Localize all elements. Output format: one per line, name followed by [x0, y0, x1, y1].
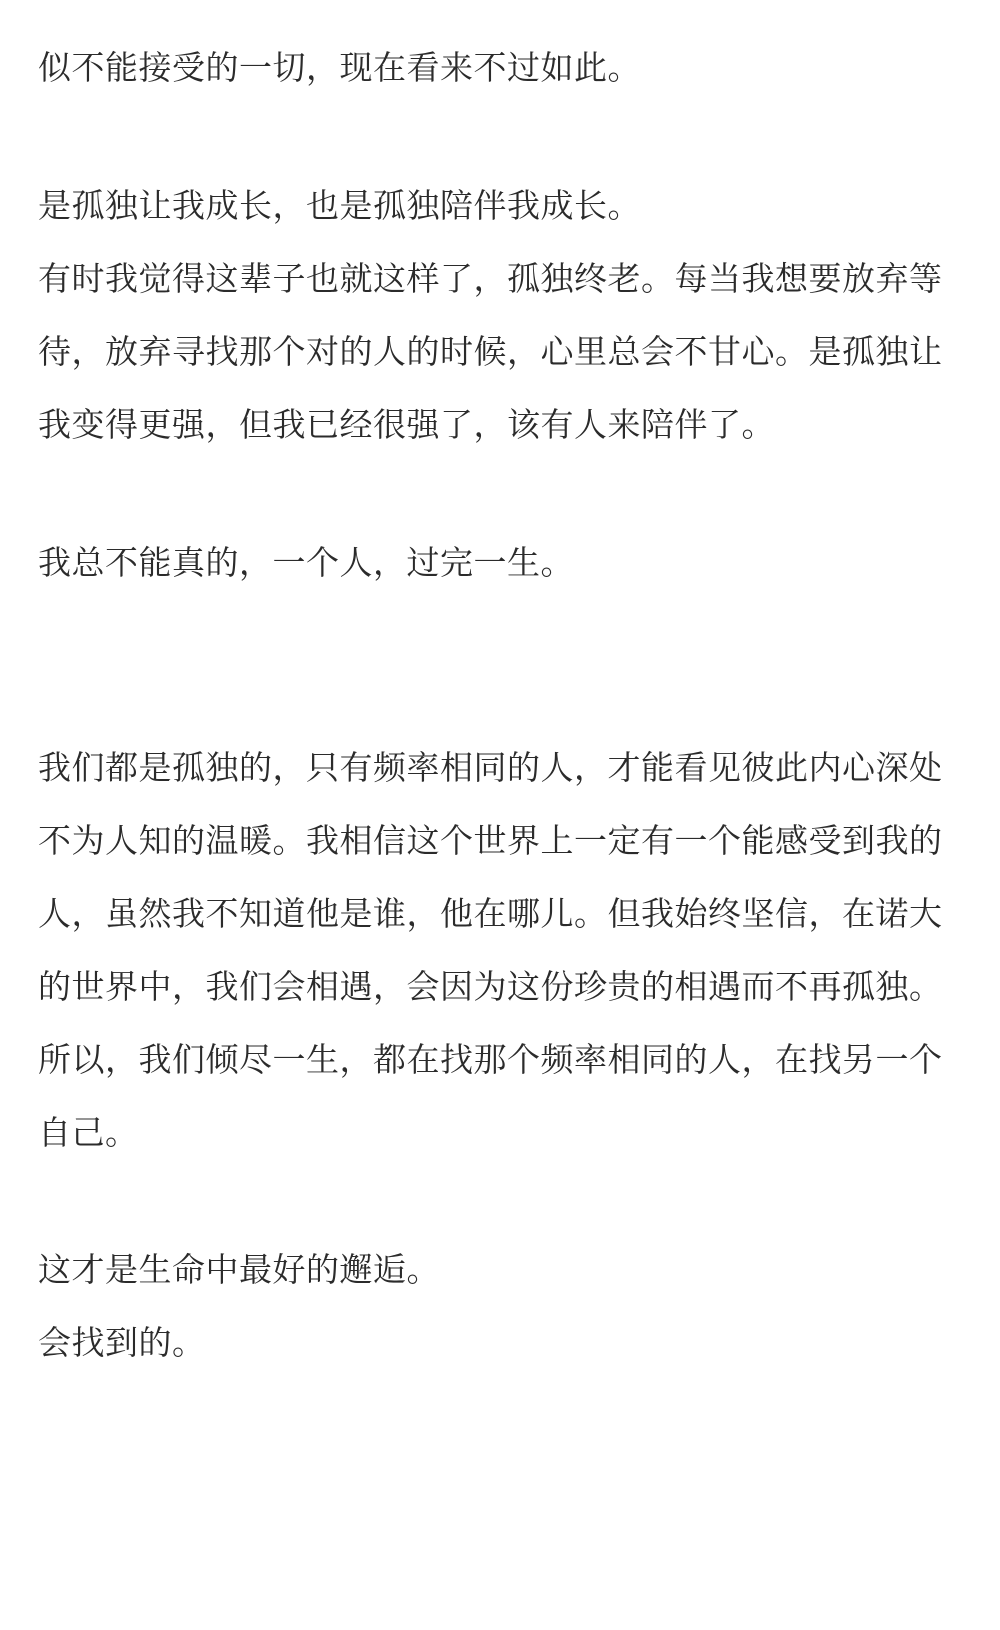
paragraph-5-line-5: 所以，我们倾尽一生，都在找那个频率相同的人，在找另一个	[38, 1040, 943, 1079]
paragraph-5-line-3: 人，虽然我不知道他是谁，他在哪儿。但我始终坚信，在诺大	[38, 894, 943, 933]
paragraph-7-line-1: 会找到的。	[38, 1323, 206, 1362]
paragraph-5-line-1: 我们都是孤独的，只有频率相同的人，才能看见彼此内心深处	[38, 748, 943, 787]
paragraph-1-line-1: 似不能接受的一切，现在看来不过如此。	[38, 48, 641, 87]
paragraph-3-line-2: 待，放弃寻找那个对的人的时候，心里总会不甘心。是孤独让	[38, 332, 943, 371]
paragraph-5-line-6: 自己。	[38, 1113, 139, 1152]
paragraph-5-line-2: 不为人知的温暖。我相信这个世界上一定有一个能感受到我的	[38, 821, 943, 860]
paragraph-4-line-1: 我总不能真的，一个人，过完一生。	[38, 543, 574, 582]
paragraph-5-line-4: 的世界中，我们会相遇，会因为这份珍贵的相遇而不再孤独。	[38, 967, 943, 1006]
paragraph-3-line-1: 有时我觉得这辈子也就这样了，孤独终老。每当我想要放弃等	[38, 259, 943, 298]
paragraph-3-line-3: 我变得更强，但我已经很强了，该有人来陪伴了。	[38, 405, 775, 444]
paragraph-6-line-1: 这才是生命中最好的邂逅。	[38, 1250, 440, 1289]
paragraph-2-line-1: 是孤独让我成长，也是孤独陪伴我成长。	[38, 186, 641, 225]
